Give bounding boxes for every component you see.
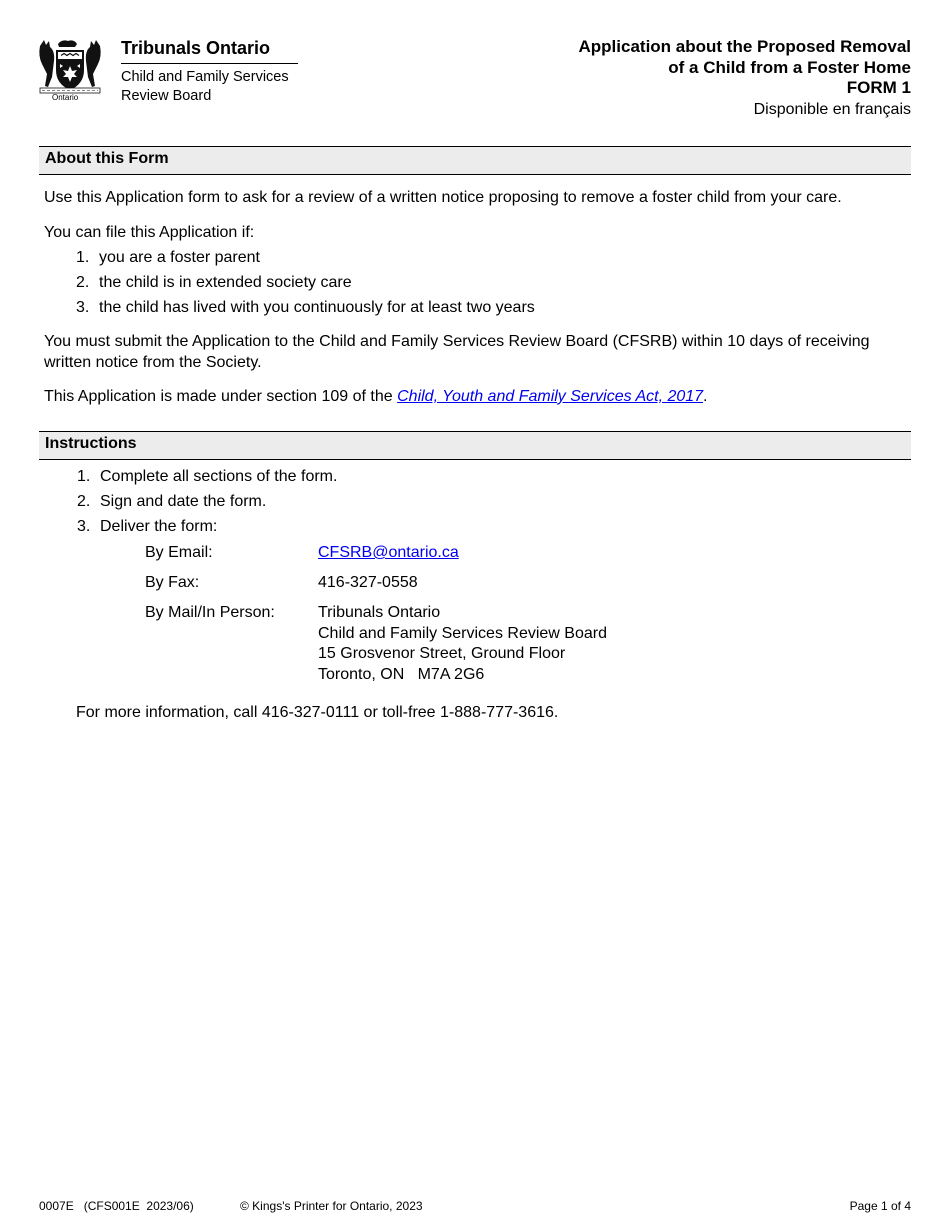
legislation-reference	[44, 386, 910, 407]
mail-label: By Mail/In Person:	[145, 604, 275, 621]
form-title-line2: of a Child from a Foster Home	[668, 57, 911, 77]
submission-deadline: You must submit the Application to the Child and Family Services Review Board (CFSRB) within 10 days of receiving written notice from the Society.	[44, 333, 870, 371]
form-title-block	[579, 37, 911, 120]
email-label: By Email:	[145, 544, 213, 561]
form-title-line1: Application about the Proposed Removal	[578, 37, 911, 56]
list-text: you are a foster parent	[99, 249, 260, 266]
eligibility-lead: You can file this Application if:	[44, 224, 255, 241]
step-number: 3.	[77, 518, 91, 535]
mailing-address	[318, 603, 607, 685]
form-code: 0007E (CFS001E 2023/06)	[39, 1199, 194, 1213]
copyright-notice: © Kings's Printer for Ontario, 2023	[240, 1199, 423, 1213]
instruction-step	[77, 516, 217, 537]
tribunals-ontario-logo	[38, 36, 308, 108]
list-number: 1.	[76, 249, 90, 266]
about-intro: Use this Application form to ask for a review of a written notice proposing to remove a foster child from your care.	[44, 189, 842, 206]
list-item	[76, 272, 352, 293]
address-line: Child and Family Services Review Board	[318, 624, 607, 642]
crest-label: Ontario	[52, 93, 79, 102]
instructions-section-heading: Instructions	[39, 431, 911, 460]
org-name: Tribunals Ontario	[121, 38, 271, 58]
list-item	[76, 247, 260, 268]
step-number: 2.	[77, 493, 91, 510]
list-text: the child is in extended society care	[99, 274, 352, 291]
address-line: Tribunals Ontario	[318, 604, 441, 621]
step-number: 1.	[77, 468, 91, 485]
act-link[interactable]: Child, Youth and Family Services Act, 2017	[397, 388, 704, 405]
step-text: Sign and date the form.	[100, 493, 267, 510]
step-text: Complete all sections of the form.	[100, 468, 338, 485]
legislation-prefix: This Application is made under section 109 of the	[44, 388, 398, 405]
org-division-line1: Child and Family Services	[121, 69, 289, 85]
legislation-suffix: .	[703, 388, 708, 405]
list-text: the child has lived with you continuously for at least two years	[99, 299, 535, 316]
instruction-step	[77, 491, 266, 512]
address-line: Toronto, ON M7A 2G6	[318, 665, 485, 683]
list-item	[76, 297, 535, 318]
page-number: Page 1 of 4	[849, 1199, 911, 1213]
instruction-step	[77, 466, 337, 487]
org-division-line2: Review Board	[121, 88, 212, 104]
email-link[interactable]: CFSRB@ontario.ca	[318, 544, 459, 561]
list-number: 2.	[76, 274, 90, 291]
fax-number: 416-327-0558	[318, 574, 418, 591]
org-divider	[121, 63, 298, 64]
about-section-heading: About this Form	[39, 146, 911, 175]
more-information: For more information, call 416-327-0111 or toll-free 1-888-777-3616.	[76, 704, 559, 721]
fax-label: By Fax:	[145, 574, 200, 591]
step-text: Deliver the form:	[100, 518, 218, 535]
form-number: FORM 1	[846, 78, 911, 97]
french-availability: Disponible en français	[753, 100, 911, 118]
list-number: 3.	[76, 299, 90, 316]
address-line: 15 Grosvenor Street, Ground Floor	[318, 645, 566, 662]
